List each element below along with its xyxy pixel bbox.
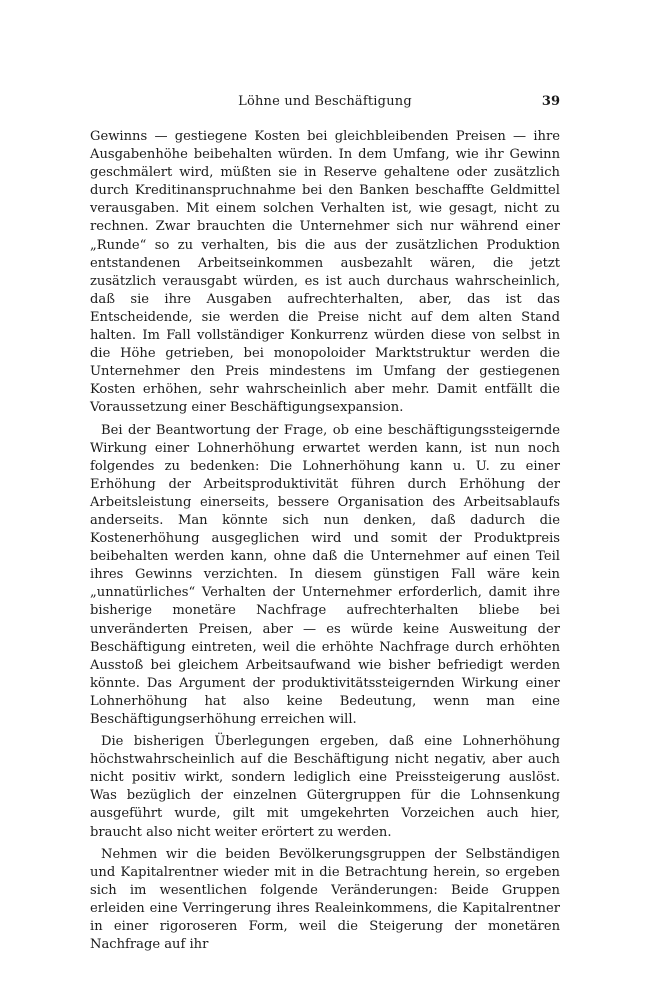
- paragraph-population-groups: Nehmen wir die beiden Bevölkerungsgruppen der Selbständigen und Kapitalrentner wieder mit in die Betrachtung herein, so ergeben sich im wesentlichen folgende Veränderungen: Beide Gruppen erleiden eine Verringerung ihres Realeinkommens, die Kapitalrentner in einer rigoroseren Form, weil die Steigerung der monetären Nachfrage auf ihr: [90, 846, 560, 953]
- paragraph-conclusion: Die bisherigen Überlegungen ergeben, daß eine Lohnerhöhung höchstwahrscheinlich auf die Beschäftigung nicht negativ, aber auch nicht positiv wirkt, sondern lediglich eine Preissteigerung auslöst. Was bezüglich der einzelnen Gütergruppen für die Lohnsenkung ausgeführt wurde, gilt mit umgekehrten Vorzeichen auch hier, braucht also nicht weiter erörtert zu werden.: [90, 734, 560, 840]
- page-header: [90, 94, 560, 114]
- body-text: [90, 128, 560, 958]
- paragraph-productivity-argument: Bei der Beantwortung der Frage, ob eine beschäftigungssteigernde Wirkung einer Lohnerhöhung erwartet werden kann, ist nun noch folgendes zu bedenken: Die Lohnerhöhung kann u. U. zu einer Erhöhung der Arbeitsproduktivität führen durch Erhöhung der Arbeitsleistung einerseits, bessere Organisation des Arbeitsablaufs anderseits. Man könnte sich nun denken, daß dadurch die Kostenerhöhung ausgeglichen wird und somit der Produktpreis beibehalten werden kann, ohne daß die Unternehmer auf einen Teil ihres Gewinns verzichten. In diesem günstigen Fall wäre kein „unnatürliches“ Verhalten der Unternehmer erforderlich, damit ihre bisherige monetäre Nachfrage aufrechterhalten bliebe bei unveränderten Preisen, aber — es würde keine Ausweitung der Beschäftigung eintreten, weil die erhöhte Nachfrage durch erhöhten Ausstoß bei gleichem Arbeitsaufwand wie bisher befriedigt werden könnte. Das Argument der produktivitätssteigernden Wirkung einer Lohnerhöhung hat also keine Bedeutung, wenn man eine Beschäftigungserhöhung erreichen will.: [90, 422, 560, 727]
- paragraph-continued: Gewinns — gestiegene Kosten bei gleichbleibenden Preisen — ihre Ausgabenhöhe beibehalten würden. In dem Umfang, wie ihr Gewinn geschmälert wird, müßten sie in Reserve gehaltene oder zusätzlich durch Kreditinanspruchnahme bei den Banken beschaffte Geldmittel verausgaben. Mit einem solchen Verhalten ist, wie gesagt, nicht zu rechnen. Zwar brauchten die Unternehmer sich nur während einer „Runde“ so zu verhalten, bis die aus der zusätzlichen Produktion entstandenen Arbeitseinkommen ausbezahlt wären, die jetzt zusätzlich verausgabt würden, es ist auch durchaus wahrscheinlich, daß sie ihre Ausgaben aufrechterhalten, aber, das ist das Entscheidende, sie werden die Preise nicht auf dem alten Stand halten. Im Fall vollständiger Konkurrenz würden diese von selbst in die Höhe getrieben, bei monopoloider Marktstruktur werden die Unternehmer den Preis mindestens im Umfang der gestiegenen Kosten erhöhen, sehr wahrscheinlich aber mehr. Damit entfällt die Voraussetzung einer Beschäftigungsexpansion.: [90, 129, 560, 416]
- page-number: 39: [541, 94, 560, 109]
- running-title: Löhne und Beschäftigung: [238, 94, 412, 109]
